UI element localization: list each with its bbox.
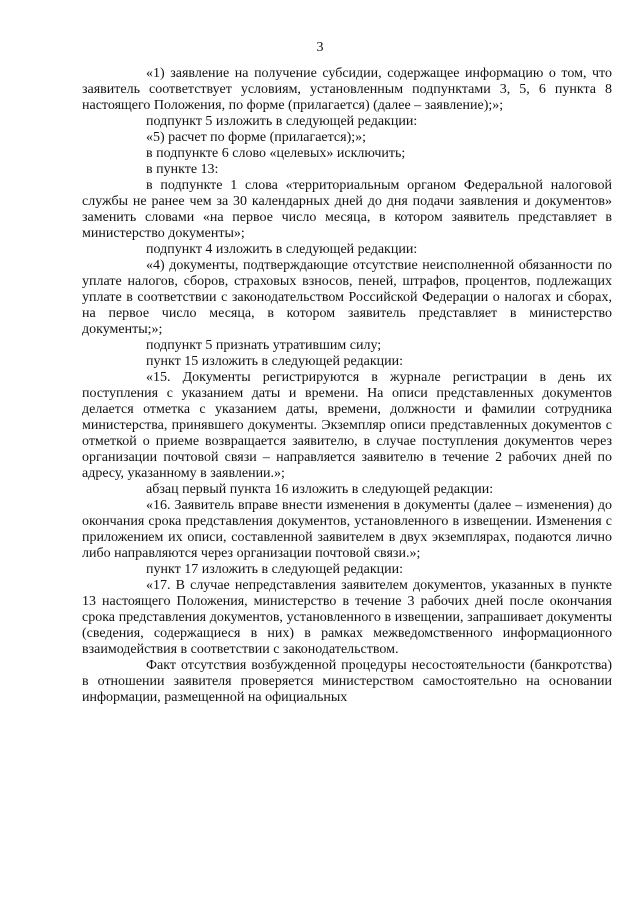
page-number: 3 <box>316 40 324 55</box>
paragraph-3: «5) расчет по форме (прилагается);»; <box>146 130 367 145</box>
paragraph-5: в пункте 13: <box>146 162 219 177</box>
paragraph-16: Факт отсутствия возбужденной процедуры несостоятельности (банкротства) в отношении заявителя проверяется министерством самостоятельно на основании информации, размещенной на официальных <box>82 658 612 705</box>
paragraph-8: «4) документы, подтверждающие отсутствие неисполненной обязанности по уплате налогов, сборов, страховых взносов, пеней, штрафов, процентов, подлежащих уплате в соответствии с законодательством Российской Федерации о налогах и сборах, на первое число месяца, в котором заявитель представляет в министерство документы;»; <box>82 258 612 337</box>
paragraph-2: подпункт 5 изложить в следующей редакции: <box>146 114 418 129</box>
paragraph-10: пункт 15 изложить в следующей редакции: <box>146 354 403 369</box>
paragraph-7: подпункт 4 изложить в следующей редакции: <box>146 242 418 257</box>
paragraph-14: пункт 17 изложить в следующей редакции: <box>146 562 403 577</box>
paragraph-6: в подпункте 1 слова «территориальным органом Федеральной налоговой службы не ранее чем за 30 календарных дней до дня подачи заявления и документов» заменить словами «на первое число месяца, в котором заявитель представляет в министерство документы»; <box>82 178 612 241</box>
document-body <box>82 66 612 706</box>
paragraph-11: «15. Документы регистрируются в журнале регистрации в день их поступления с указанием даты и времени. На описи представленных документов делается отметка с указанием даты, времени, должности и фамилии сотрудника министерства, принявшего документы. Экземпляр описи представленных документов с отметкой о приеме возвращается заявителю, в случае поступления документов через организации почтовой связи – направляется заявителю в течение 2 рабочих дней по адресу, указанному в заявлении.»; <box>82 370 612 481</box>
paragraph-4: в подпункте 6 слово «целевых» исключить; <box>146 146 406 161</box>
paragraph-12: абзац первый пункта 16 изложить в следующей редакции: <box>146 482 494 497</box>
paragraph-15: «17. В случае непредставления заявителем документов, указанных в пункте 13 настоящего Положения, министерство в течение 3 рабочих дней после окончания срока представления документов, установленного в извещении, запрашивает документы (сведения, содержащиеся в них) в рамках межведомственного информационного взаимодействия в соответствии с законодательством. <box>82 578 612 657</box>
paragraph-1: «1) заявление на получение субсидии, содержащее информацию о том, что заявитель соответствует условиям, установленным подпунктами 3, 5, 6 пункта 8 настоящего Положения, по форме (прилагается) (далее – заявление);»; <box>82 66 612 113</box>
paragraph-13: «16. Заявитель вправе внести изменения в документы (далее – изменения) до окончания срока представления документов, установленного в извещении. Изменения с приложением их описи, составленной заявителем в двух экземплярах, подаются лично либо направляются через организации почтовой связи.»; <box>82 498 612 561</box>
paragraph-9: подпункт 5 признать утратившим силу; <box>146 338 382 353</box>
